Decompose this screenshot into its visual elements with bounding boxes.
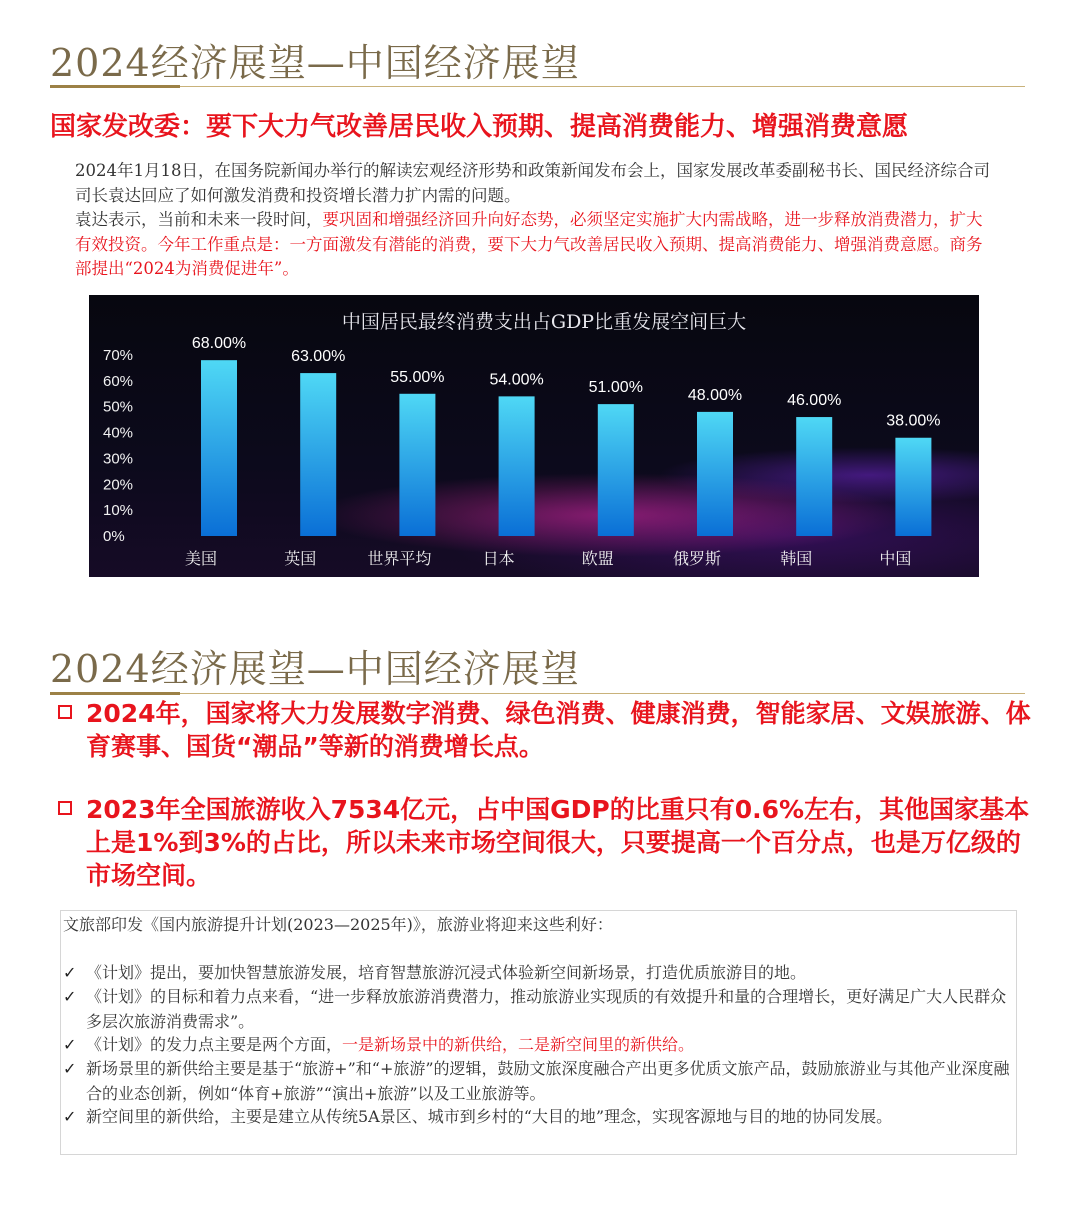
title-divider-2: [50, 693, 1025, 694]
bar: [499, 396, 535, 536]
tourism-plan-note: [60, 910, 1017, 1155]
chart-title: 中国居民最终消费支出占GDP比重发展空间巨大: [341, 311, 747, 333]
check-icon: ✓: [63, 1035, 77, 1054]
chart-canvas: [89, 295, 979, 577]
title-divider: [50, 86, 1025, 87]
quote-highlight: 要巩固和增强经济回升向好态势，必须坚定实施扩大内需战略，进一步释放消费潜力，扩大有效投资。今年工作重点是：一方面激发有潜能的消费，要下大力气改善居民收入预期、提高消费能力、增强消费意愿。商务部提出“2024为消费促进年”。: [75, 210, 983, 278]
check-icon: ✓: [63, 963, 77, 982]
y-tick-label: 60%: [103, 372, 134, 390]
note-item: [61, 1057, 1016, 1106]
x-tick-label: 欧盟: [581, 549, 614, 568]
y-tick-label: 70%: [103, 347, 134, 364]
x-tick-label: 日本: [482, 549, 515, 568]
x-tick-label: 美国: [184, 549, 218, 568]
quote-text: 袁达表示，当前和未来一段时间，: [75, 210, 323, 229]
bar-value-label: 48.00%: [687, 386, 743, 404]
bar: [895, 438, 931, 536]
note-item: [61, 1105, 1016, 1130]
square-bullet-icon: [58, 801, 72, 815]
check-icon: ✓: [63, 987, 77, 1006]
x-tick-label: 俄罗斯: [672, 549, 722, 568]
note-item-text: 新空间里的新供给，主要是建立从传统5A景区、城市到乡村的“大目的地”理念，实现客源地与目的地的协同发展。: [86, 1107, 893, 1126]
bullet-digital-consumption: [58, 697, 1038, 763]
note-item: [61, 985, 1016, 1034]
bar-value-label: 63.00%: [291, 348, 346, 366]
note-item-text: 《计划》提出，要加快智慧旅游发展，培育智慧旅游沉浸式体验新空间新场景，打造优质旅游目的地。: [86, 963, 807, 982]
page-title-2: 2024经济展望—中国经济展望: [50, 647, 580, 691]
bar-value-label: 55.00%: [390, 368, 445, 386]
y-tick-label: 10%: [103, 502, 134, 520]
intro-text: 2024年1月18日，在国务院新闻办举行的解读宏观经济形势和政策新闻发布会上，国家发展改革委副秘书长、国民经济综合司司长袁达回应了如何激发消费和投资增长潜力扩内需的问题。: [75, 161, 990, 205]
note-item: [61, 961, 1016, 986]
bar-value-label: 51.00%: [588, 379, 643, 397]
y-tick-label: 30%: [103, 450, 134, 468]
bar-value-label: 54.00%: [489, 371, 544, 389]
bar-series: [185, 335, 941, 568]
y-tick-label: 0%: [103, 528, 125, 545]
bar: [300, 373, 336, 536]
note-item-text: 《计划》的目标和着力点来看，“进一步释放旅游消费潜力，推动旅游业实现质的有效提升和量的合理增长，更好满足广大人民群众多层次旅游消费需求”。: [86, 987, 1007, 1031]
y-tick-label: 40%: [103, 424, 134, 442]
page-title: 2024经济展望—中国经济展望: [50, 41, 580, 85]
x-tick-label: 中国: [879, 549, 912, 568]
y-axis: [103, 347, 133, 545]
y-tick-label: 50%: [103, 398, 134, 416]
note-item-text: 新场景里的新供给主要是基于“旅游+”和“+旅游”的逻辑，鼓励文旅深度融合产出更多优质文旅产品，鼓励旅游业与其他产业深度融合的业态创新，例如“体育+旅游”“演出+旅游”以及工业旅游等。: [86, 1059, 1010, 1103]
bar: [796, 417, 832, 536]
bar: [697, 412, 733, 536]
check-icon: ✓: [63, 1107, 77, 1126]
check-icon: ✓: [63, 1059, 77, 1078]
y-tick-label: 20%: [103, 476, 134, 494]
bar-value-label: 68.00%: [191, 335, 247, 353]
title-divider-accent-2: [50, 692, 180, 695]
bar: [399, 394, 435, 536]
note-item-prefix: 《计划》的发力点主要是两个方面，: [86, 1035, 343, 1054]
note-intro: 文旅部印发《国内旅游提升计划(2023—2025年)》，旅游业将迎来这些利好：: [63, 915, 613, 934]
intro-paragraph: [75, 159, 995, 282]
square-bullet-icon: [58, 705, 72, 719]
x-tick-label: 英国: [284, 549, 317, 568]
bar-value-label: 46.00%: [787, 392, 842, 410]
bar: [201, 360, 237, 536]
note-item: [61, 1033, 1016, 1058]
note-item-text: [86, 1033, 1016, 1058]
title-divider-accent: [50, 85, 180, 88]
bullet-text: 2024年，国家将大力发展数字消费、绿色消费、健康消费，智能家居、文娱旅游、体育赛事、国货“潮品”等新的消费增长点。: [86, 699, 1031, 761]
bullet-text: 2023年全国旅游收入7534亿元，占中国GDP的比重只有0.6%左右，其他国家基本上是1%到3%的占比，所以未来市场空间很大，只要提高一个百分点，也是万亿级的市场空间。: [86, 795, 1030, 890]
bar: [598, 404, 634, 536]
note-item-highlight: 一是新场景中的新供给，二是新空间里的新供给。: [342, 1035, 695, 1054]
x-tick-label: 世界平均: [367, 549, 432, 568]
bar-chart: [89, 295, 979, 577]
bullet-tourism-income: [58, 793, 1038, 892]
x-tick-label: 韩国: [780, 549, 813, 568]
headline: 国家发改委：要下大力气改善居民收入预期、提高消费能力、增强消费意愿: [50, 112, 909, 142]
bar-value-label: 38.00%: [886, 412, 941, 430]
